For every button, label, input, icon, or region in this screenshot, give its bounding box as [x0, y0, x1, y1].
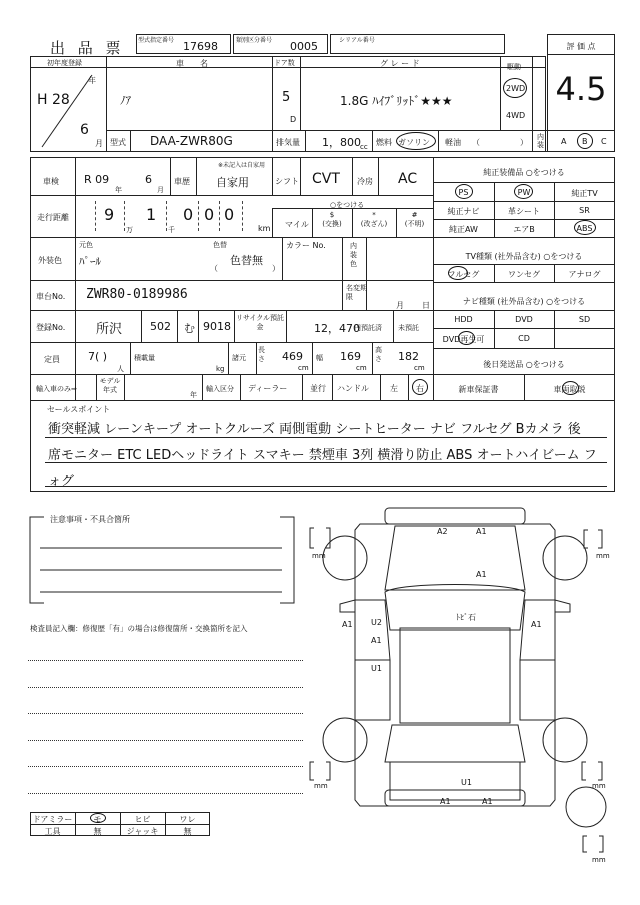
model-year-label: モデル年式: [99, 377, 121, 394]
import-parallel: 並行: [310, 384, 326, 393]
repaint-label: 色替: [213, 241, 227, 249]
shift-value: CVT: [312, 171, 340, 187]
reg-kana: む: [184, 322, 195, 335]
damage-a2-bumper: A2: [437, 527, 448, 536]
tv-fullseg-circle: [448, 266, 468, 280]
fuel-label: 燃料: [376, 138, 392, 147]
reg-area: 所沢: [96, 322, 123, 337]
attach-label: ○をつける: [330, 201, 365, 209]
ac-label: 冷房: [357, 177, 373, 186]
paren-close: ）: [520, 138, 528, 147]
door-mirror-value: モ: [93, 815, 102, 824]
mile-label: マイル: [285, 220, 309, 229]
equip-genuine-aw: 純正AW: [449, 225, 478, 234]
handle-right: 右: [416, 384, 424, 393]
ac-value: AC: [398, 171, 418, 187]
month-unit: 月: [95, 139, 103, 148]
inspection-month-unit: 月: [157, 186, 164, 194]
damage-a1-bumper: A1: [476, 527, 487, 536]
sales-point-line-1: 衝突軽減 レーンキープ オートクルーズ 両側電動 シートヒーター ナビ フルセグ Bカメラ 後: [48, 422, 581, 437]
width-cm: cm: [356, 364, 367, 372]
capacity-label: 定員: [44, 355, 60, 364]
load-label: 積載量: [134, 354, 155, 362]
mm-front-left: mm: [312, 552, 326, 560]
chassis-value: ZWR80-0189986: [86, 287, 188, 302]
history-value: 自家用: [216, 176, 249, 189]
tv-analog: アナログ: [568, 270, 601, 279]
first-reg-year: H 28: [37, 92, 70, 108]
interior-label: 内装: [537, 133, 544, 149]
tv-oneseg: ワンセグ: [508, 270, 540, 279]
handle-right-circle: [412, 379, 428, 395]
reg-number: 9018: [203, 320, 231, 333]
class-no-label: 類別区分番号: [236, 37, 273, 44]
interior-b-circle: [577, 133, 593, 149]
inspection-year-unit: 年: [115, 186, 122, 194]
damage-a1-left-door: A1: [371, 636, 382, 645]
doors-label: ドア数: [274, 59, 295, 67]
navi-cd: CD: [518, 334, 530, 343]
sales-point-line-3: ォグ: [48, 474, 75, 489]
mileage-digit-3: 0: [183, 205, 194, 224]
sheet-title: 出 品 票: [50, 39, 125, 57]
equip-pw-circle: [514, 184, 533, 199]
length-label: 長さ: [258, 346, 265, 363]
serial-label: シリアル番号: [339, 37, 375, 44]
inspection-year: R 09: [84, 173, 110, 186]
width-value: 169: [340, 350, 361, 363]
mileage-label: 走行距離: [37, 213, 69, 222]
history-label: 車歴: [174, 177, 190, 186]
navi-dvd-play: DVD再生可: [442, 335, 485, 344]
damage-u2-left-door: U2: [371, 618, 382, 627]
color-no-label: カラー No.: [286, 241, 326, 250]
import-dealer: ディーラー: [248, 384, 288, 393]
interior-c: C: [601, 137, 607, 146]
damage-a1-left-fender: A1: [342, 620, 353, 629]
unknown-label: # (不明): [404, 211, 425, 228]
exchange-label: $ (交換): [322, 211, 342, 228]
mm-rear-right: mm: [592, 782, 606, 790]
model-year-unit: 年: [190, 391, 197, 399]
name-change-month: 月: [396, 301, 404, 310]
cc-unit: cc: [360, 143, 368, 151]
damage-a1-right-fender: A1: [531, 620, 542, 629]
damage-stone-chip: ﾄﾋﾞ石: [456, 613, 476, 622]
later-warranty: 新車保証書: [458, 385, 499, 394]
door-mirror-label: ドアミラー: [32, 815, 73, 824]
shift-label: シフト: [275, 177, 299, 186]
jack-label: ジャッキ: [126, 827, 159, 836]
damage-u1-rear: U1: [461, 778, 472, 787]
first-reg-month: 6: [80, 122, 89, 138]
interior-a: A: [561, 137, 567, 146]
drive-4wd: 4WD: [506, 111, 526, 120]
mileage-digit-1: 9: [104, 205, 115, 224]
height-cm: cm: [414, 364, 425, 372]
chassis-label: 車台No.: [36, 292, 66, 301]
sales-point-label: セールスポイント: [47, 405, 111, 414]
door-mirror-circle: [90, 813, 106, 823]
repaint-paren-open: （: [210, 264, 218, 273]
damage-a1-hood: A1: [476, 570, 487, 579]
damage-a1-rear-left: A1: [440, 797, 451, 806]
repaint-paren-close: ）: [272, 264, 280, 273]
equip-pw: PW: [517, 188, 531, 197]
mileage-digit-5: 0: [224, 205, 235, 224]
sales-point-line-2: 席モニター ETC LEDヘッドライト スマキー 禁煙車 3列 横滑り防止 ABS オートハイビーム フ: [48, 448, 597, 463]
rating-value: 4.5: [555, 70, 607, 108]
name-change-label: 名変期限: [346, 284, 367, 301]
mileage-digit-4: 0: [204, 205, 215, 224]
class-no-value: 0005: [290, 40, 318, 53]
damage-u1-left-rear-door: U1: [371, 664, 382, 673]
capacity-value: 7( ): [88, 350, 108, 363]
tools-label: 工具: [44, 827, 61, 836]
exterior-label: 外装色: [38, 256, 62, 265]
equip-genuine-tv: 純正TV: [571, 189, 598, 198]
year-unit: 年: [88, 76, 96, 85]
diesel-label: 軽油: [445, 138, 461, 147]
genuine-label: 純正装備品 ○をつける: [483, 168, 565, 177]
displacement-label: 排気量: [276, 138, 300, 147]
reg-class: 502: [150, 320, 171, 333]
reg-label: 登録No.: [36, 323, 66, 332]
recycle-label: リサイクル預託金: [235, 314, 285, 331]
altered-label: * (改ざん): [360, 211, 388, 228]
height-label: 高さ: [375, 346, 382, 363]
drive-2wd: 2WD: [506, 84, 526, 93]
interior-color-label: 内装色: [350, 242, 357, 268]
displacement-value: 1，800: [322, 136, 361, 149]
mileage-km: km: [258, 224, 271, 233]
orig-color-value: ﾊﾟｰﾙ: [79, 255, 101, 268]
tv-fullseg: フルセグ: [447, 270, 480, 279]
length-cm: cm: [298, 364, 309, 372]
navi-dvd: DVD: [515, 315, 533, 324]
later-manual: 車両取説: [553, 385, 586, 394]
later-manual-circle: [562, 381, 579, 395]
height-value: 182: [398, 350, 419, 363]
equip-genuine-navi: 純正ナビ: [447, 207, 480, 216]
tv-label: TV種類 (社外品含む) ○をつける: [465, 252, 583, 261]
capacity-unit: 人: [117, 365, 124, 373]
inspection-month: 6: [145, 173, 152, 186]
mm-spare: mm: [592, 856, 606, 864]
caution-bracket: [26, 515, 298, 607]
fuel-circle: [396, 132, 436, 150]
damage-a1-rear-right: A1: [482, 797, 493, 806]
drive-label: 駆動: [507, 63, 521, 71]
import-label: 輸入車のみ⇒: [36, 385, 77, 393]
break-label: ワレ: [179, 815, 196, 824]
grade-value: 1.8G ﾊｲﾌﾞﾘｯﾄﾞ★★★: [340, 94, 453, 108]
navi-dvd-play-circle: [458, 331, 475, 345]
recycle-unpaid: 未預託: [398, 324, 419, 332]
fuel-gasoline: ガソリン: [398, 138, 430, 147]
recycle-paid: 円預託済: [354, 324, 382, 332]
type-value: DAA-ZWR80G: [150, 134, 233, 148]
rating-label: 評 価 点: [566, 42, 596, 51]
equip-airbag: エアB: [513, 225, 535, 234]
mm-front-right: mm: [596, 552, 610, 560]
length-value: 469: [282, 350, 303, 363]
inspection-label: 車検: [43, 177, 59, 186]
doors-value: 5: [282, 90, 291, 105]
recycle-value: 12，470: [314, 322, 360, 335]
width-label: 幅: [316, 354, 323, 362]
equip-ps: PS: [458, 188, 469, 197]
crack-label: ヒビ: [134, 815, 151, 824]
mm-rear-left: mm: [314, 782, 328, 790]
mileage-digit-2: 1: [146, 205, 157, 224]
model-no-value: 17698: [183, 40, 218, 53]
type-label: 型式: [110, 138, 126, 147]
model-no-label: 型式指定番号: [138, 37, 175, 44]
first-reg-label: 初年度登録: [47, 59, 82, 67]
equip-abs-circle: [574, 220, 596, 235]
drive-2wd-circle: [503, 78, 527, 98]
jack-value: 無: [183, 827, 192, 836]
door-suffix: D: [290, 115, 297, 124]
dims-label: 諸元: [232, 354, 246, 362]
mileage-man: 万: [126, 226, 133, 234]
handle-left: 左: [390, 384, 398, 393]
car-name-label: 車 名: [176, 59, 208, 68]
paren-open: （: [472, 138, 480, 147]
later-label: 後日発送品 ○をつける: [483, 360, 565, 369]
interior-b: B: [582, 137, 588, 146]
load-kg: kg: [216, 365, 225, 373]
history-note: ※未記入は自家用: [218, 162, 266, 169]
equip-ps-circle: [455, 184, 473, 199]
equip-sr: SR: [579, 206, 590, 215]
import-class-label: 輸入区分: [206, 385, 234, 393]
mileage-sen: 千: [168, 226, 175, 234]
grade-label: グ レ ー ド: [380, 59, 420, 68]
car-name-value: ﾉｱ: [120, 94, 131, 107]
equip-leather-seat: 革シート: [508, 207, 540, 216]
orig-color-label: 元色: [79, 241, 93, 249]
tools-value: 無: [93, 827, 102, 836]
inspector-label: 検査員記入欄：修復歴「有」の場合は修復箇所・交換箇所を記入: [30, 624, 248, 633]
caution-label: 注意事項・不具合箇所: [50, 515, 130, 524]
name-change-day: 日: [422, 301, 430, 310]
navi-label: ナビ種類 (社外品含む) ○をつける: [462, 297, 586, 306]
equip-abs: ABS: [576, 224, 593, 233]
repaint-value: 色替無: [230, 254, 263, 267]
navi-hdd: HDD: [454, 315, 473, 324]
car-damage-diagram: [300, 500, 630, 870]
navi-sd: SD: [578, 315, 591, 324]
handle-label: ハンドル: [337, 384, 369, 393]
